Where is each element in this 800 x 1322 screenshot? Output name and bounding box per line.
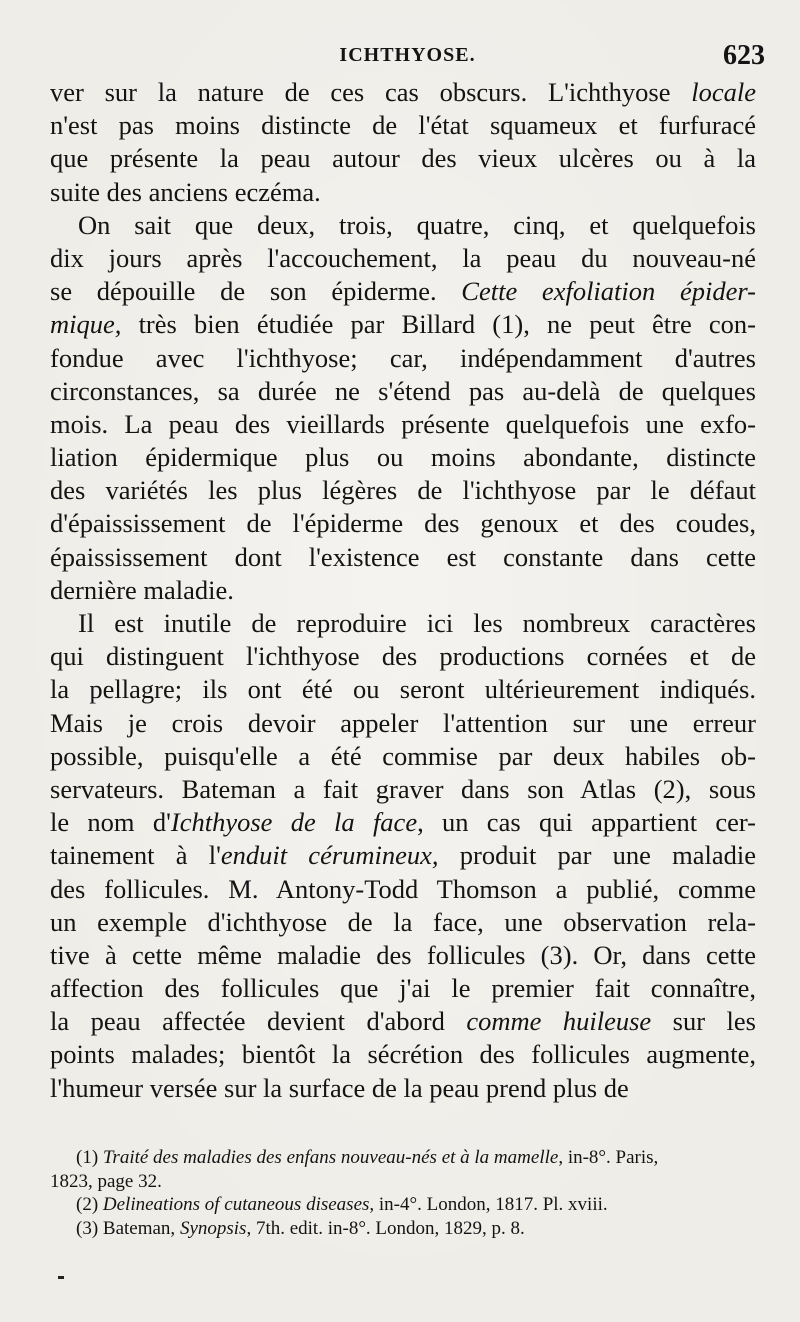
text-run: , 7th. edit. in-8°. London, 1829, p. 8. — [246, 1217, 525, 1239]
text-line — [50, 707, 756, 740]
footnote-line — [50, 1170, 770, 1194]
ink-mark — [58, 1276, 64, 1279]
text-run: produit par une maladie — [438, 840, 756, 871]
text-line — [50, 939, 756, 972]
text-line — [50, 142, 756, 175]
italic-text: Ichthyose de la face — [170, 807, 418, 838]
text-run: n'est pas moins distincte de l'état squameux et furfuracé — [50, 110, 756, 141]
text-line — [50, 574, 756, 607]
text-run: (1) — [76, 1147, 103, 1168]
text-run: possible, puisqu'elle a été commise par deux habiles ob- — [50, 740, 756, 771]
text-line — [50, 375, 756, 408]
footnote — [50, 1217, 770, 1241]
text-run: que présente la peau autour des vieux ulcères ou à la — [50, 143, 756, 174]
text-line — [50, 607, 756, 640]
text-line — [50, 640, 756, 673]
text-run: tainement à l' — [50, 840, 221, 871]
text-run: la peau affectée devient d'abord — [50, 1006, 467, 1037]
text-run: très bien étudiée par Billard (1), ne peut être con- — [121, 309, 756, 340]
text-run: tive à cette même maladie des follicules (3). Or, dans cette — [50, 939, 756, 970]
text-line — [50, 342, 756, 375]
text-run: épaississement dont l'existence est constante dans cette — [50, 541, 756, 572]
text-run: la pellagre; ils ont été ou seront ultérieurement indiqués. — [50, 674, 756, 705]
running-title: ICHTHYOSE. — [339, 44, 476, 66]
text-run: dix jours après l'accouchement, la peau du nouveau-né — [50, 242, 756, 273]
footnote — [50, 1193, 770, 1217]
body-text — [50, 76, 756, 1105]
italic-text: mique, — [50, 309, 122, 340]
text-line — [50, 839, 756, 872]
text-line — [50, 873, 756, 906]
text-line — [50, 441, 756, 474]
text-line — [50, 740, 756, 773]
footnote — [50, 1146, 770, 1193]
text-run: se dépouille de son épiderme. — [50, 276, 462, 307]
text-run: Il est inutile de reproduire ici les nombreux caractères — [78, 608, 756, 638]
text-line — [50, 408, 756, 441]
text-line — [50, 972, 756, 1005]
text-run: des variétés les plus légères de l'ichthyose par le défaut — [50, 475, 756, 506]
text-run: sur les — [651, 1006, 756, 1037]
text-line — [50, 1072, 756, 1105]
text-line — [50, 806, 756, 839]
text-run: (2) — [76, 1194, 103, 1215]
text-line — [50, 76, 756, 109]
text-run: dernière maladie. — [50, 574, 234, 605]
paragraph — [50, 76, 756, 209]
text-line — [50, 906, 756, 939]
text-run: , in-4°. London, 1817. Pl. xviii. — [369, 1194, 608, 1215]
paragraph — [50, 607, 756, 1105]
text-line — [50, 474, 756, 507]
footnote-line — [50, 1217, 770, 1241]
text-run: Mais je crois devoir appeler l'attention sur une erreur — [50, 707, 756, 738]
text-line — [50, 209, 756, 242]
text-line — [50, 176, 756, 209]
text-run: mois. La peau des vieillards présente quelquefois une exfo- — [50, 408, 756, 439]
text-run: suite des anciens eczéma. — [50, 176, 321, 207]
footnotes — [50, 1146, 770, 1240]
text-run: circonstances, sa durée ne s'étend pas au-delà de quelques — [50, 375, 756, 406]
text-line — [50, 541, 756, 574]
italic-text: Synopsis — [179, 1217, 247, 1239]
footnote-line — [50, 1146, 770, 1170]
text-run: On sait que deux, trois, quatre, cinq, et quelquefois — [78, 209, 756, 240]
text-run: liation épidermique plus ou moins abondante, distincte — [50, 442, 756, 473]
text-run: points malades; bientôt la sécrétion des follicules augmente, — [50, 1039, 756, 1070]
text-line — [50, 242, 756, 275]
text-line — [50, 275, 756, 308]
italic-text: enduit cérumineux, — [220, 840, 439, 871]
text-run: affection des follicules que j'ai le premier fait connaître, — [50, 973, 756, 1004]
text-run: qui distinguent l'ichthyose des productions cornées et de — [50, 641, 756, 672]
text-line — [50, 1038, 756, 1071]
italic-text: locale — [691, 77, 756, 107]
text-line — [50, 773, 756, 806]
text-run: l'humeur versée sur la surface de la peau prend plus de — [50, 1072, 629, 1103]
text-line — [50, 673, 756, 706]
italic-text: Cette exfoliation épider- — [461, 276, 756, 307]
text-run: servateurs. Bateman a fait graver dans son Atlas (2), sous — [50, 773, 756, 804]
italic-text: comme huileuse — [466, 1006, 652, 1037]
text-run: , in-8°. Paris, — [558, 1147, 659, 1168]
text-run: , un cas qui appartient cer- — [417, 807, 756, 838]
text-run: fondue avec l'ichthyose; car, indépendamment d'autres — [50, 342, 756, 373]
page-header — [50, 40, 765, 76]
paragraph — [50, 209, 756, 607]
text-run: d'épaississement de l'épiderme des genoux et des coudes, — [50, 508, 756, 539]
text-line — [50, 308, 756, 341]
text-run: un exemple d'ichthyose de la face, une observation rela- — [50, 906, 756, 937]
footnote-line — [50, 1193, 770, 1217]
page-number: 623 — [723, 40, 765, 71]
italic-text: Delineations of cutaneous diseases — [102, 1194, 370, 1215]
text-run: ver sur la nature de ces cas obscurs. L'ichthyose — [50, 77, 692, 107]
text-run: le nom d' — [50, 807, 171, 838]
italic-text: Traité des maladies des enfans nouveau-nés et à la mamelle — [102, 1147, 559, 1168]
text-run: (3) Bateman, — [76, 1217, 180, 1239]
text-run: des follicules. M. Antony-Todd Thomson a publié, comme — [50, 873, 756, 904]
text-run: 1823, page 32. — [50, 1170, 162, 1192]
text-line — [50, 507, 756, 540]
text-line — [50, 109, 756, 142]
text-line — [50, 1005, 756, 1038]
